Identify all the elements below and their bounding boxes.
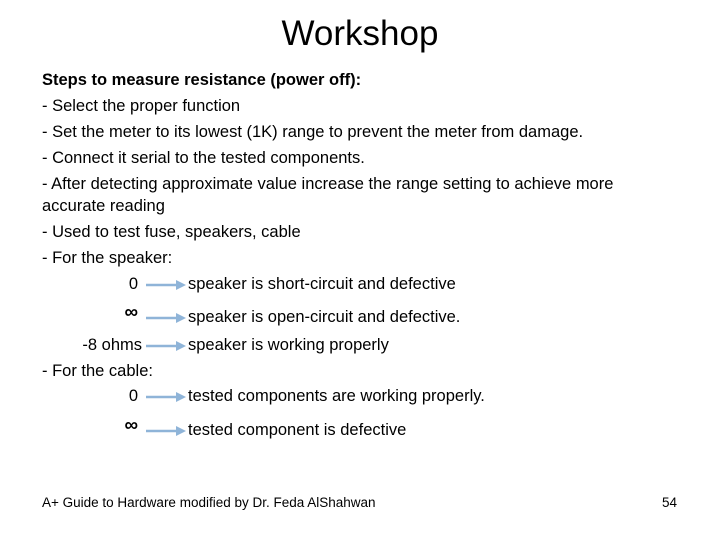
section-heading: Steps to measure resistance (power off): — [42, 71, 362, 89]
speaker-result-working: speaker is working properly — [188, 336, 389, 354]
bullet-increase-range: - After detecting approximate value increase the range setting to achieve more — [42, 175, 614, 193]
bullet-lowest-range: - Set the meter to its lowest (1K) range to prevent the meter from damage. — [42, 123, 584, 141]
bullet-select-function: - Select the proper function — [42, 97, 241, 115]
cable-result-defective: tested component is defective — [188, 421, 407, 439]
cable-value-zero: 0 — [128, 387, 138, 405]
cable-value-infinity: ∞ — [124, 415, 138, 436]
speaker-result-open-circuit: speaker is open-circuit and defective. — [188, 308, 461, 326]
speaker-value-8-ohms: -8 ohms — [82, 336, 142, 354]
bullet-increase-range-continued: accurate reading — [42, 197, 165, 215]
bullet-used-to-test: - Used to test fuse, speakers, cable — [42, 223, 301, 241]
footer-credit: A+ Guide to Hardware modified by Dr. Feda AlShahwan — [42, 495, 376, 510]
speaker-value-infinity: ∞ — [124, 302, 138, 323]
right-arrow-icon — [146, 279, 186, 291]
bullet-connect-serial: - Connect it serial to the tested components. — [42, 149, 365, 167]
page-number: 54 — [661, 495, 677, 510]
right-arrow-icon — [146, 425, 186, 437]
slide-title: Workshop — [281, 14, 439, 53]
right-arrow-icon — [146, 312, 186, 324]
speaker-value-zero: 0 — [128, 275, 138, 293]
cable-result-working: tested components are working properly. — [188, 387, 485, 405]
speaker-result-short-circuit: speaker is short-circuit and defective — [188, 275, 456, 293]
right-arrow-icon — [146, 340, 186, 352]
bullet-for-cable: - For the cable: — [42, 362, 153, 380]
bullet-for-speaker: - For the speaker: — [42, 249, 173, 267]
right-arrow-icon — [146, 391, 186, 403]
